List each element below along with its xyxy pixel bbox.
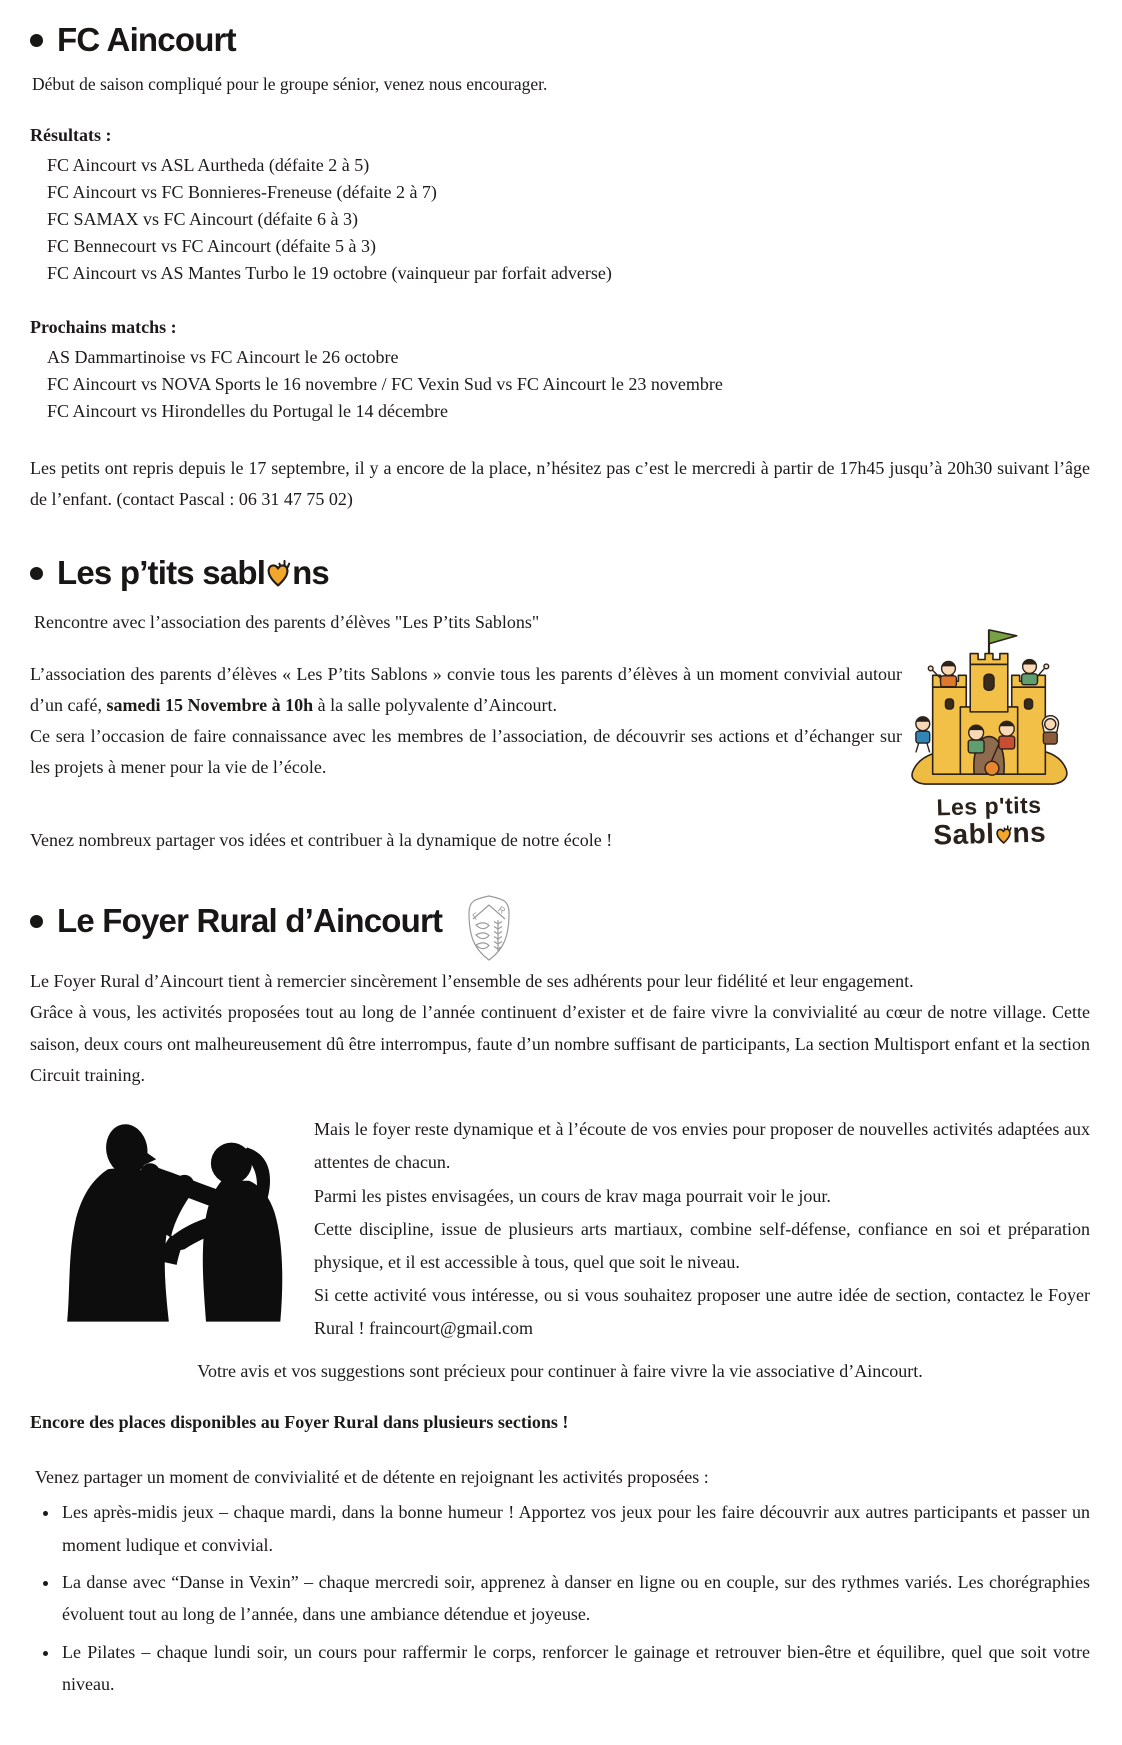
foyer-activities-list: [60, 1496, 1090, 1700]
svg-text:F: F: [470, 910, 482, 922]
fc-upcoming-item: FC Aincourt vs NOVA Sports le 16 novembre / FC Vexin Sud vs FC Aincourt le 23 novembre: [47, 374, 723, 395]
sablons-paragraph-2: Ce sera l’occasion de faire connaissance avec les membres de l’association, de découvrir ses actions et d’échanger sur les projets à mener pour la vie de l’école.: [30, 725, 902, 777]
foyer-krav-maga-block: [30, 1109, 1090, 1345]
sablons-paragraph-3: Venez nombreux partager vos idées et contribuer à la dynamique de notre école !: [30, 830, 613, 850]
bullet-icon: [30, 915, 43, 928]
foyer-paragraph-1: Le Foyer Rural d’Aincourt tient à remercier sincèrement l’ensemble de ses adhérents pour leur fidélité et leur engagement.: [30, 971, 914, 992]
foyer-side-paragraphs: [314, 1109, 1090, 1345]
foyer-side-p2: Parmi les pistes envisagées, un cours de krav maga pourrait voir le jour.: [314, 1185, 831, 1206]
sablons-p1-date: samedi 15 Novembre à 10h: [106, 694, 314, 715]
sablons-p1-pre: L’association des parents d’élèves « Les P’tits Sablons » convie tous les parents d’élèves à un moment convivial autour d’un café,: [30, 663, 902, 715]
sablons-title-row: [30, 555, 1090, 591]
foyer-list-intro: Venez partager un moment de convivialité et de détente en rejoignant les activités proposées :: [35, 1467, 709, 1488]
fc-result-item: FC Aincourt vs AS Mantes Turbo le 19 octobre (vainqueur par forfait adverse): [47, 263, 612, 284]
sablons-paragraphs: [30, 659, 902, 857]
fc-title-text: FC Aincourt: [57, 21, 236, 58]
sablons-section-title: [57, 555, 329, 591]
fc-upcoming-list: [47, 344, 1090, 425]
sablons-paragraph-1: [30, 659, 902, 721]
foyer-centered-note: Votre avis et vos suggestions sont précieux pour continuer à faire vivre la vie associative d’Aincourt.: [197, 1361, 923, 1382]
fc-results-label: Résultats :: [30, 125, 112, 146]
fc-upcoming-item: AS Dammartinoise vs FC Aincourt le 26 octobre: [47, 347, 399, 368]
activity-item-danse: • La danse avec “Danse in Vexin” – chaque mercredi soir, apprenez à danser en ligne ou en couple, sur des rythmes variés. Les chorégraphies évoluent tout au long de l’année, dans une ambiance détendue et joyeuse.: [60, 1566, 1090, 1631]
sandcastle-logo-image: [905, 613, 1073, 793]
fc-result-item: FC Aincourt vs FC Bonnieres-Freneuse (défaite 2 à 7): [47, 182, 437, 203]
self-defense-image: [30, 1109, 294, 1323]
fc-upcoming-label: Prochains matchs :: [30, 317, 177, 338]
fc-result-item: FC Aincourt vs ASL Aurtheda (défaite 2 à 5): [47, 155, 370, 176]
sablons-title-pre: Les p’tits sabl: [57, 554, 266, 592]
heart-o-icon: [266, 557, 291, 588]
logo-line1: Les p'tits: [935, 791, 1042, 821]
section-sablons: [30, 555, 1090, 856]
foyer-rural-crest-icon: [466, 894, 512, 962]
fc-result-item: FC Bennecourt vs FC Aincourt (défaite 5 à 3): [47, 236, 376, 257]
section-foyer-rural: [30, 894, 1090, 1700]
section-fc-aincourt: [30, 22, 1090, 515]
foyer-paragraphs: [30, 966, 1090, 1091]
sablons-title-post: ns: [292, 554, 329, 592]
foyer-side-p4: Si cette activité vous intéresse, ou si vous souhaitez proposer une autre idée de section, contactez le Foyer Rural ! fraincourt@gmail.com: [314, 1284, 1090, 1339]
svg-text:R: R: [496, 904, 508, 917]
sablons-p1-post: à la salle polyvalente d’Aincourt.: [313, 694, 558, 715]
foyer-title-text: Le Foyer Rural d’Aincourt: [57, 901, 443, 939]
activity-item-jeux: • Les après-midis jeux – chaque mardi, dans la bonne humeur ! Apportez vos jeux pour les faire découvrir aux autres participants et passer un moment ludique et convivial.: [60, 1496, 1090, 1561]
foyer-title-row: [30, 894, 1090, 948]
fc-title-row: [30, 22, 1090, 58]
fc-results-list: [47, 152, 1090, 287]
bullet-icon: [30, 567, 43, 580]
logo-line2-pre: Sabl: [932, 817, 995, 851]
activity-item-pilates: • Le Pilates – chaque lundi soir, un cours pour raffermir le corps, renforcer le gainage et retrouver bien-être et équilibre, quel que soit votre niveau.: [60, 1636, 1090, 1701]
fc-section-title: [57, 22, 236, 58]
foyer-side-p3: Cette discipline, issue de plusieurs arts martiaux, combine self-défense, confiance en soi et préparation physique, et il est accessible à tous, quel que soit le niveau.: [314, 1218, 1090, 1272]
foyer-paragraph-2: Grâce à vous, les activités proposées tout au long de l’année continuent d’exister et de faire vivre la convivialité au cœur de notre village. Cette saison, deux cours ont malheureusement dû être interrompus, faute d’un nombre suffisant de participants, La section Multisport enfant et la section Circuit training.: [30, 1002, 1090, 1086]
sablons-logo-text: [932, 791, 1047, 851]
fc-upcoming-item: FC Aincourt vs Hirondelles du Portugal le 14 décembre: [47, 401, 448, 422]
logo-line2-post: ns: [1011, 816, 1047, 849]
heart-o-icon: [995, 824, 1013, 845]
sablons-intro-text: Rencontre avec l’association des parents d’élèves "Les P’tits Sablons": [34, 611, 540, 632]
fc-intro-text: Début de saison compliqué pour le groupe sénior, venez nous encourager.: [32, 74, 548, 95]
foyer-section-title: [57, 903, 442, 939]
bullet-icon: [30, 34, 43, 47]
fc-result-item: FC SAMAX vs FC Aincourt (défaite 6 à 3): [47, 209, 358, 230]
foyer-side-p1: Mais le foyer reste dynamique et à l’écoute de vos envies pour proposer de nouvelles activités adaptées aux attentes de chacun.: [314, 1119, 1090, 1173]
fc-note-text: Les petits ont repris depuis le 17 septembre, il y a encore de la place, n’hésitez pas c’est le mercredi à partir de 17h45 jusqu’à 20h30 suivant l’âge de l’enfant. (contact Pascal : 06 31 47 75 02): [30, 458, 1090, 510]
sablons-logo: [900, 613, 1078, 851]
foyer-bold-line: Encore des places disponibles au Foyer Rural dans plusieurs sections !: [30, 1412, 569, 1433]
logo-line2: [933, 818, 1047, 850]
